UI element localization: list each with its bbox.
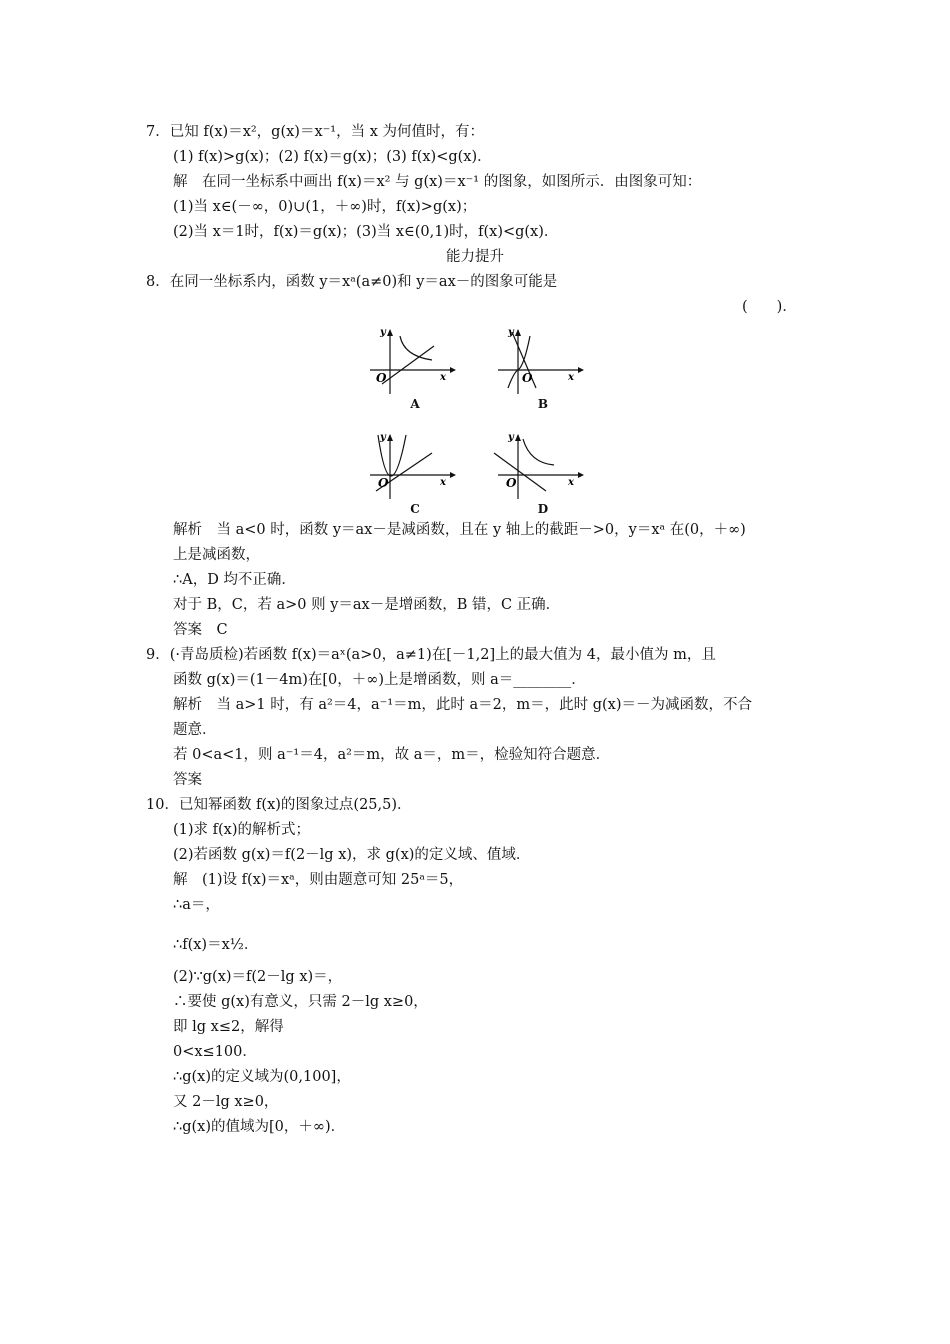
q8-analysis-4: 对于 B，C，若 a>0 则 y＝ax－是增函数，B 错，C 正确． [173, 597, 561, 613]
q10-solution-6: 即 lg x≤2，解得 [173, 1019, 284, 1035]
graph-b [488, 322, 598, 412]
graph-c-label: C [410, 502, 420, 516]
svg-text:y: y [380, 327, 386, 338]
q9-answer: 答案 [173, 772, 202, 788]
q7-title: 7．已知 f(x)＝x²，g(x)＝x⁻¹，当 x 为何值时，有： [146, 124, 484, 140]
q10-solution-8: ∴g(x)的定义域为(0,100]， [173, 1069, 351, 1085]
q9-analysis-1: 解析 当 a>1 时，有 a²＝4，a⁻¹＝m，此时 a＝2，m＝，此时 g(x)＝－为减函数，不合 [173, 697, 752, 713]
q10-solution-2: ∴a＝， [173, 897, 220, 913]
q8-answer-blank: ( )． [742, 299, 797, 315]
q10-solution-5: ∴要使 g(x)有意义，只需 2－lg x≥0， [173, 994, 428, 1010]
q8-answer: 答案 C [173, 622, 228, 638]
graph-a [360, 322, 470, 412]
graph-d-plot [488, 427, 598, 502]
q8-graphs [360, 322, 600, 517]
graph-a-label: A [410, 397, 420, 411]
graph-d [488, 427, 598, 517]
q10-part-1: (1)求 f(x)的解析式； [173, 822, 311, 838]
q8-analysis-3: ∴A，D 均不正确． [173, 572, 296, 588]
svg-text:x: x [568, 477, 574, 488]
q10-solution-7: 0<x≤100． [173, 1044, 257, 1060]
graph-d-label: D [537, 502, 549, 516]
section-heading: 能力提升 [446, 249, 504, 265]
svg-text:x: x [440, 372, 446, 383]
svg-text:y: y [380, 432, 386, 443]
q10-solution-1: 解 (1)设 f(x)＝xᵃ，则由题意可知 25ᵃ＝5， [173, 872, 464, 888]
q9-analysis-3: 若 0<a<1，则 a⁻¹＝4，a²＝m，故 a＝，m＝，检验知符合题意． [173, 747, 611, 763]
q8-analysis-1: 解析 当 a<0 时，函数 y＝ax－是减函数，且在 y 轴上的截距－>0，y＝xᵃ 在(0，＋∞) [173, 522, 746, 538]
q9-analysis-2: 题意． [173, 722, 217, 738]
q9-line-2: 函数 g(x)＝(1－4m)在[0，＋∞)上是增函数，则 a＝________． [173, 672, 586, 688]
q10-solution-10: ∴g(x)的值域为[0，＋∞)． [173, 1119, 346, 1135]
graph-b-plot [488, 322, 598, 397]
q7-solution-2: (2)当 x＝1时，f(x)＝g(x)；(3)当 x∈(0,1)时，f(x)<g(x)． [173, 224, 559, 240]
graph-c-plot [360, 427, 470, 502]
svg-text:O: O [506, 476, 517, 490]
q8-title: 8．在同一坐标系内，函数 y＝xᵃ(a≠0)和 y＝ax－的图象可能是 [146, 274, 558, 290]
svg-text:y: y [508, 327, 514, 338]
q10-title: 10．已知幂函数 f(x)的图象过点(25,5)． [146, 797, 412, 813]
svg-text:x: x [568, 372, 574, 383]
svg-text:O: O [378, 476, 389, 490]
q7-solution-1: (1)当 x∈(－∞，0)∪(1，＋∞)时，f(x)>g(x)； [173, 199, 477, 215]
svg-text:O: O [376, 371, 387, 385]
q10-solution-9: 又 2－lg x≥0， [173, 1094, 279, 1110]
q7-parts: (1) f(x)>g(x)；(2) f(x)＝g(x)；(3) f(x)<g(x)． [173, 149, 492, 165]
svg-text:y: y [508, 432, 514, 443]
q8-analysis-2: 上是减函数， [173, 547, 260, 563]
graph-b-label: B [537, 397, 549, 411]
q10-solution-4: (2)∵g(x)＝f(2－lg x)＝， [173, 969, 343, 985]
q9-title: 9．(·青岛质检)若函数 f(x)＝aˣ(a>0，a≠1)在[－1,2]上的最大值为 4，最小值为 m，且 [146, 647, 716, 663]
graph-c [360, 427, 470, 517]
q7-solution: 解 在同一坐标系中画出 f(x)＝x² 与 g(x)＝x⁻¹ 的图象，如图所示．由图象可知： [173, 174, 702, 190]
svg-text:O: O [522, 371, 533, 385]
q10-part-2: (2)若函数 g(x)＝f(2－lg x)，求 g(x)的定义域、值域． [173, 847, 531, 863]
q10-solution-3: ∴f(x)＝x½． [173, 937, 259, 953]
graph-a-plot [360, 322, 470, 397]
svg-text:x: x [440, 477, 446, 488]
